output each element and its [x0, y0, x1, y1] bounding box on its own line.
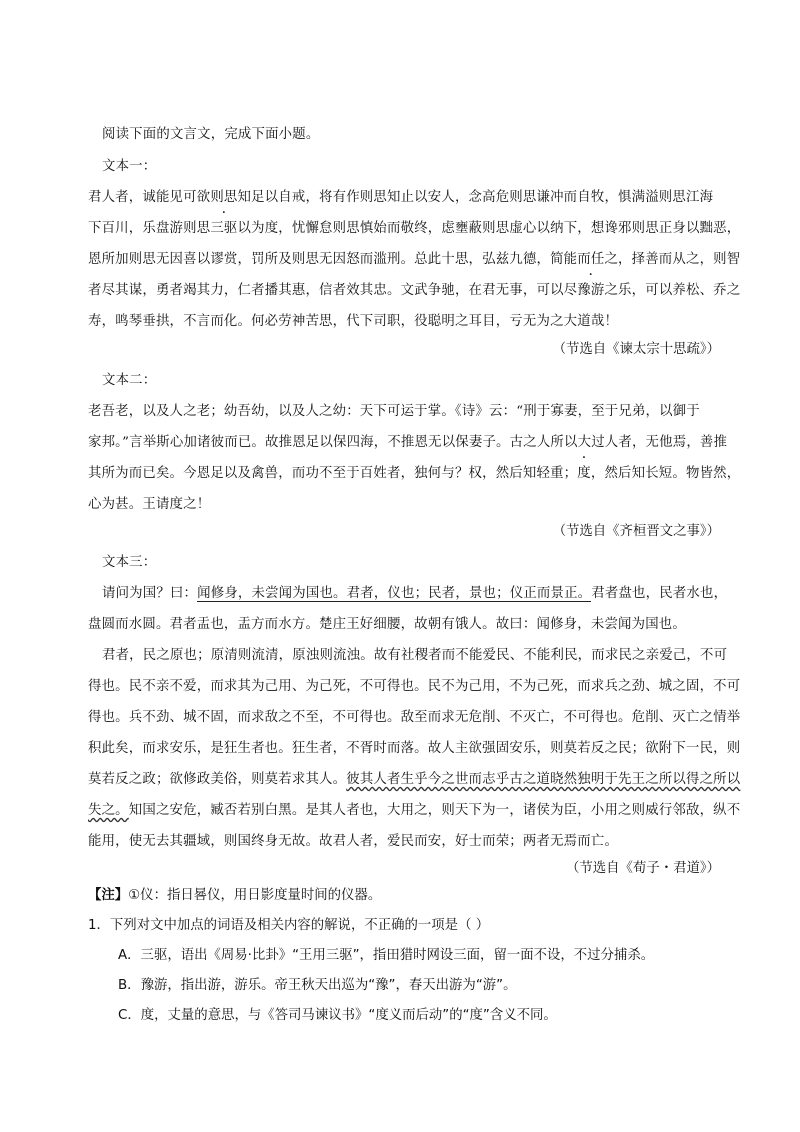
text2-line: 家邦。”言举斯心加诸彼而已。故推恩足以保四海，不推恩无以保妻子。古之人所以大过人者，无他焉，善推: [88, 435, 728, 450]
text2-line: 其所为而已矣。今恩足以及禽兽，而功不至于百姓者，独何与？权，然后知轻重；度，然后知长短。物皆然，: [88, 462, 740, 481]
question-stem: 1．下列对文中加点的词语及相关内容的解说，不正确的一项是（ ）: [88, 918, 490, 933]
dotted-word-sanqu: 三驱: [210, 221, 238, 236]
footnote-label: 【注】: [88, 888, 129, 903]
option-a: A．三驱，语出《周易·比卦》“王用三驱”，指田猎时网设三面，留一面不设，不过分捕杀。: [118, 948, 655, 963]
text2-heading: 文本二：: [102, 373, 157, 388]
footnote: 【注】①仪：指日晷仪，用日影度量时间的仪器。: [88, 888, 382, 903]
text1-heading: 文本一：: [102, 159, 157, 174]
text3-source: （节选自《荀子・君道》）: [566, 861, 720, 876]
text3-line: 得也。兵不劲、城不固，而求敌之不至，不可得也。敌至而求无危削、不灭亡，不可得也。危削、灭亡之情举: [88, 710, 741, 725]
text2-line: 心为甚。王请度之！: [88, 497, 211, 512]
text1-line: 者尽其谋，勇者竭其力，仁者播其惠，信者效其忠。文武争驰，在君无事，可以尽豫游之乐，可以养松、乔之: [88, 279, 740, 298]
text3-line: 失之。知国之安危，臧否若别白黑。是其人者也，大用之，则天下为一，诸侯为臣，小用之则威行邻敌，纵不: [88, 803, 741, 818]
text2-line: 老吾老，以及人之老；幼吾幼，以及人之幼：天下可运于掌。《诗》云：“刑于寡妻，至于兄弟，以御于: [88, 404, 700, 419]
underlined-sentence: 闻修身，未尝闻为国也。君者，仪也；民者，景也；仪正而景正。: [197, 586, 592, 601]
dotted-word-yuyou: 豫游: [577, 283, 605, 298]
text3-line: 积此矣，而求安乐，是狂生者也。狂生者，不胥时而落。故人主欲强固安乐，则莫若反之民；欲附下一民，则: [88, 741, 741, 756]
text3-line: 请问为国？曰：闻修身，未尝闻为国也。君者，仪也；民者，景也；仪正而景正。君者盘也，民者水也，: [102, 586, 728, 601]
text1-line: 下百川，乐盘游则思三驱以为度，忧懈怠则思慎始而敬终，虑壅蔽则思虚心以纳下，想谗邪则思正身以黜恶，: [88, 221, 741, 236]
text3-line: 莫若反之政；欲修政美俗，则莫若求其人。彼其人者生乎今之世而志乎古之道晓然独明于先王之所以得之所以: [88, 772, 741, 787]
text1-line: 恩所加则思无因喜以谬赏，罚所及则思无因怒而滥刑。总此十思，弘兹九德，简能而任之，择善而从之，则智: [88, 252, 741, 267]
text3-line: 盘圆而水圆。君者盂也，盂方而水方。楚庄王好细腰，故朝有饿人。故曰：闻修身，未尝闻为国也。: [88, 617, 686, 632]
option-c: C．度，丈量的意思，与《答司马谏议书》“度义而后动”的“度”含义不同。: [118, 1008, 557, 1023]
text3-line: 能用，使无去其疆域，则国终身无故。故君人者，爱民而安，好士而荣；两者无焉而亡。: [88, 834, 619, 849]
text3-line: 君者，民之原也；原清则流清，原浊则流浊。故有社稷者而不能爱民、不能利民，而求民之亲爱己，不可: [102, 648, 728, 663]
wavy-underlined-sentence-end: 失之。: [88, 803, 129, 818]
text3-heading: 文本三：: [102, 555, 157, 570]
text2-source: （节选自《齐桓晋文之事》）: [552, 524, 720, 539]
dotted-word-du: 度: [577, 466, 591, 481]
text1-line: 君人者，诚能见可欲则思知足以自戒，将有作则思知止以安人，念高危则思谦冲而自牧，惧满溢则思江海: [88, 190, 714, 205]
intro-instruction: 阅读下面的文言文，完成下面小题。: [102, 127, 320, 142]
text3-line: 得也。民不亲不爱，而求其为己用、为己死，不可得也。民不为己用，不为己死，而求兵之劲、城之固，不可: [88, 679, 741, 694]
wavy-underlined-sentence: 彼其人者生乎今之世而志乎古之道晓然独明于先王之所以得之所以: [346, 772, 741, 787]
option-b: B．豫游，指出游，游乐。帝王秋天出巡为“豫”，春天出游为“游”。: [118, 978, 517, 993]
text1-line: 寿，鸣琴垂拱，不言而化。何必劳神苦思，代下司职，役聪明之耳目，亏无为之大道哉！: [88, 314, 619, 329]
text1-source: （节选自《谏太宗十思疏》）: [552, 342, 720, 357]
